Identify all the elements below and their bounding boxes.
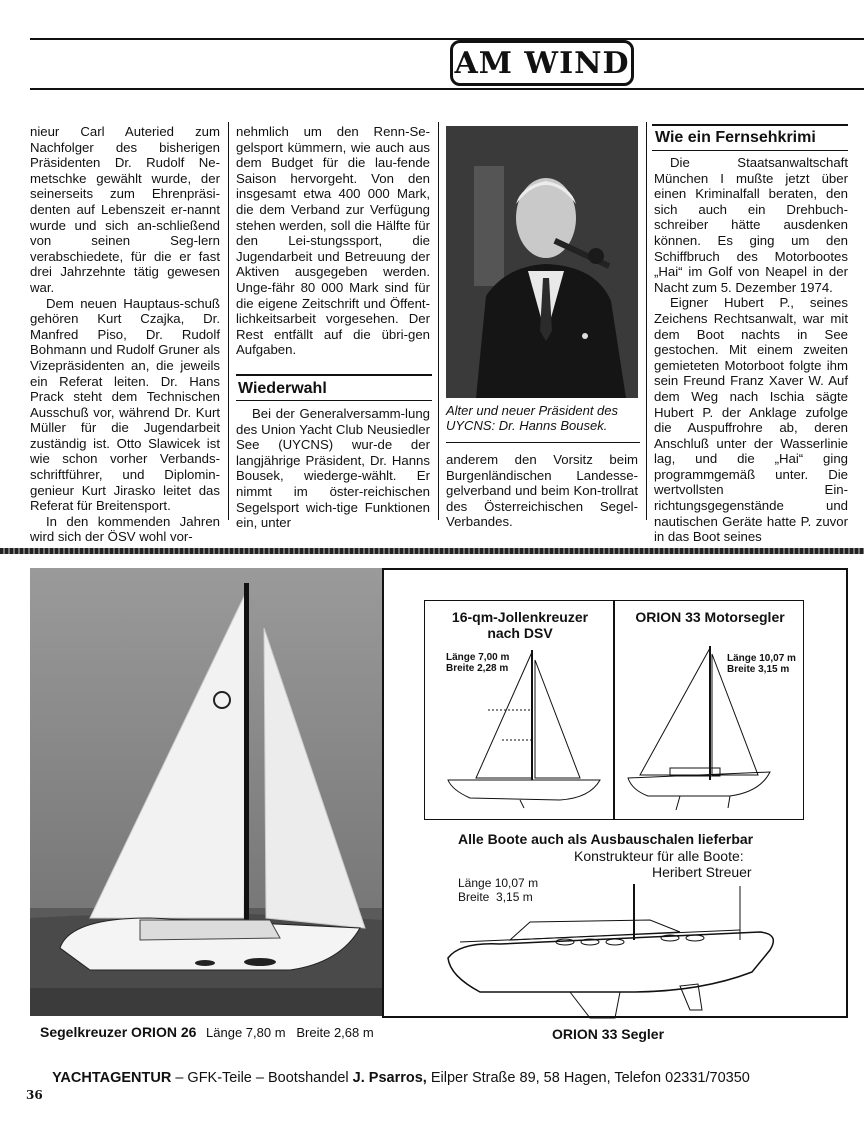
paragraph: Eigner Hubert P., seines Zeichens Rechtsanwalt, war mit dem Boot nachts in See gestochen. Mit einem zweiten gemieteten Motorboot folgte ihm sein Freund Franz Xaver W. Auf dem Weg nach Ischia sägte Hubert P. der Anklage zufolge die Auspuffrohre ab, deren Anschluß unter der Wasserlinie lag, und die „Hai“ ging programmgemäß unter. Die wertvollsten Ein-richtungsgegenstände und nautischen Geräte hatte P. zuvor in das Boot seines xyxy=(654,295,848,545)
paragraph: Die Staatsanwaltschaft München I mußte jetzt über einen Kriminalfall beraten, den sich auch ein Drehbuch-schreiber hätte ausdenken können. Es ging um den Schiffbruch des Motorbootes „Hai“ im Golf von Neapel in der Nacht zum 5. Dezember 1974. xyxy=(654,155,848,295)
paragraph: nieur Carl Auteried zum Nachfolger des bisherigen Präsidenten Dr. Rudolf Ne-metschke gewählt wurde, der seinerseits zum Ehrenpräsi-denten auf Lebenszeit er-nannt wurde und sich an-schließend von seinen Seg-lern verabschiedete, für die er fast drei Jahrzehnte tätig gewesen war. xyxy=(30,124,220,295)
heading-rule xyxy=(236,374,432,376)
all-boats-note: Alle Boote auch als Ausbauschalen lieferbar xyxy=(458,831,754,847)
ad-separator xyxy=(0,548,864,554)
article-column-1 xyxy=(30,124,220,545)
paragraph: nehmlich um den Renn-Se-gelsport kümmern, wie auch aus dem Budget für die lau-fende Saison hervorgeht. Von den insgesamt etwa 400 000 Mark, die dem Verband zur Verfügung stehen werden, soll die Hälfte für den Lei-stungssport, die Jugendarbeit und Betreuung der Aktiven ausgegeben werden. Unge-fähr 80 000 Mark sind für die eigene Zeitschrift und Öffent-lichkeitsarbeit vorgesehen. Der Rest entfällt auf die übri-gen Aufgaben. xyxy=(236,124,430,358)
designer-line-1: Konstrukteur für alle Boote: xyxy=(574,848,744,864)
page-number: 36 xyxy=(26,1088,43,1102)
footer-brand: YACHTAGENTUR xyxy=(52,1070,172,1086)
boat3-length: Länge 10,07 m xyxy=(458,876,539,890)
photo-caption: Alter und neuer Präsident des UYCNS: Dr. Hanns Bousek. xyxy=(446,403,618,433)
column-divider xyxy=(438,122,439,520)
boat1-drawing xyxy=(440,640,610,810)
article-column-3-lower xyxy=(446,452,638,530)
heading-wiederwahl: Wiederwahl xyxy=(238,380,327,397)
designer-line-2: Heribert Streuer xyxy=(652,864,752,880)
heading-rule xyxy=(652,150,848,151)
article-column-2 xyxy=(236,124,430,358)
paragraph: Dem neuen Hauptaus-schuß gehören Kurt Czajka, Dr. Manfred Piso, Dr. Rudolf Bohmann und Rudolf Gruner als Vizepräsidenten an, die jeweils ein Referat leiten. Dr. Hans Prack steht dem Technischen Ausschuß vor, während Dr. Kurt Müller für die Jugendarbeit zuständig ist. Otto Slawicek ist wie schon vorher Verbands-schriftführer, und Diplomin-genieur Kurt Jirasko leitet das Referat für Breitensport. xyxy=(30,295,220,514)
boat3-drawing xyxy=(440,880,840,1020)
boat2-width: Breite 3,15 m xyxy=(727,664,790,675)
boat1-length: Länge 7,00 m xyxy=(446,652,510,663)
boat2-length: Länge 10,07 m xyxy=(727,653,796,664)
paragraph: Bei der Generalversamm-lung des Union Yacht Club Neusiedler See (UYCNS) wur-de der langjährige Präsident, Dr. Hanns Bousek, wiederge-wählt. Er nimmt im öster-reichischen Segelsport wich-tige Funktionen ein, unter xyxy=(236,406,430,531)
orion26-caption xyxy=(40,1024,374,1040)
heading-rule xyxy=(236,400,432,401)
header-rule-top xyxy=(30,38,864,40)
column-divider xyxy=(228,122,229,520)
paragraph: anderem den Vorsitz beim Burgenländischen Landesse-gelverband und beim Kon-trollrat des Österreichischen Segel-Verbandes. xyxy=(446,452,638,530)
president-photo xyxy=(446,126,638,398)
boat1-title: 16-qm-Jollenkreuzer nach DSV xyxy=(451,609,589,641)
column-divider xyxy=(646,122,647,520)
boat1-width: Breite 2,28 m xyxy=(446,663,509,674)
caption-rule xyxy=(446,442,640,443)
boat2-drawing xyxy=(620,640,790,816)
article-column-4 xyxy=(654,155,848,545)
boat2-title: ORION 33 Motorsegler xyxy=(635,609,785,625)
boat3-width: Breite 3,15 m xyxy=(458,890,533,904)
paragraph: In den kommenden Jahren wird sich der ÖSV wohl vor- xyxy=(30,513,220,545)
sailboat-photo-illustration xyxy=(30,568,382,1016)
portrait-illustration xyxy=(446,126,638,398)
orion26-name: Segelkreuzer ORION 26 xyxy=(40,1024,197,1040)
section-logo-text: AM WIND xyxy=(454,45,630,81)
heading-rule xyxy=(652,124,848,126)
article-column-2-lower xyxy=(236,406,430,531)
header-rule-bottom xyxy=(30,88,864,90)
footer-services: – GFK-Teile – Bootshandel xyxy=(171,1070,353,1086)
heading-fernsehkrimi: Wie ein Fernsehkrimi xyxy=(655,129,816,146)
footer-name: J. Psarros, xyxy=(352,1070,427,1086)
boat3-title: ORION 33 Segler xyxy=(552,1026,665,1042)
footer-address: Eilper Straße 89, 58 Hagen, Telefon 02331/70350 xyxy=(426,1070,750,1086)
orion26-photo xyxy=(30,568,382,1016)
ad-footer xyxy=(44,1054,750,1086)
orion26-specs: Länge 7,80 m Breite 2,68 m xyxy=(206,1025,374,1040)
section-logo xyxy=(450,40,634,86)
